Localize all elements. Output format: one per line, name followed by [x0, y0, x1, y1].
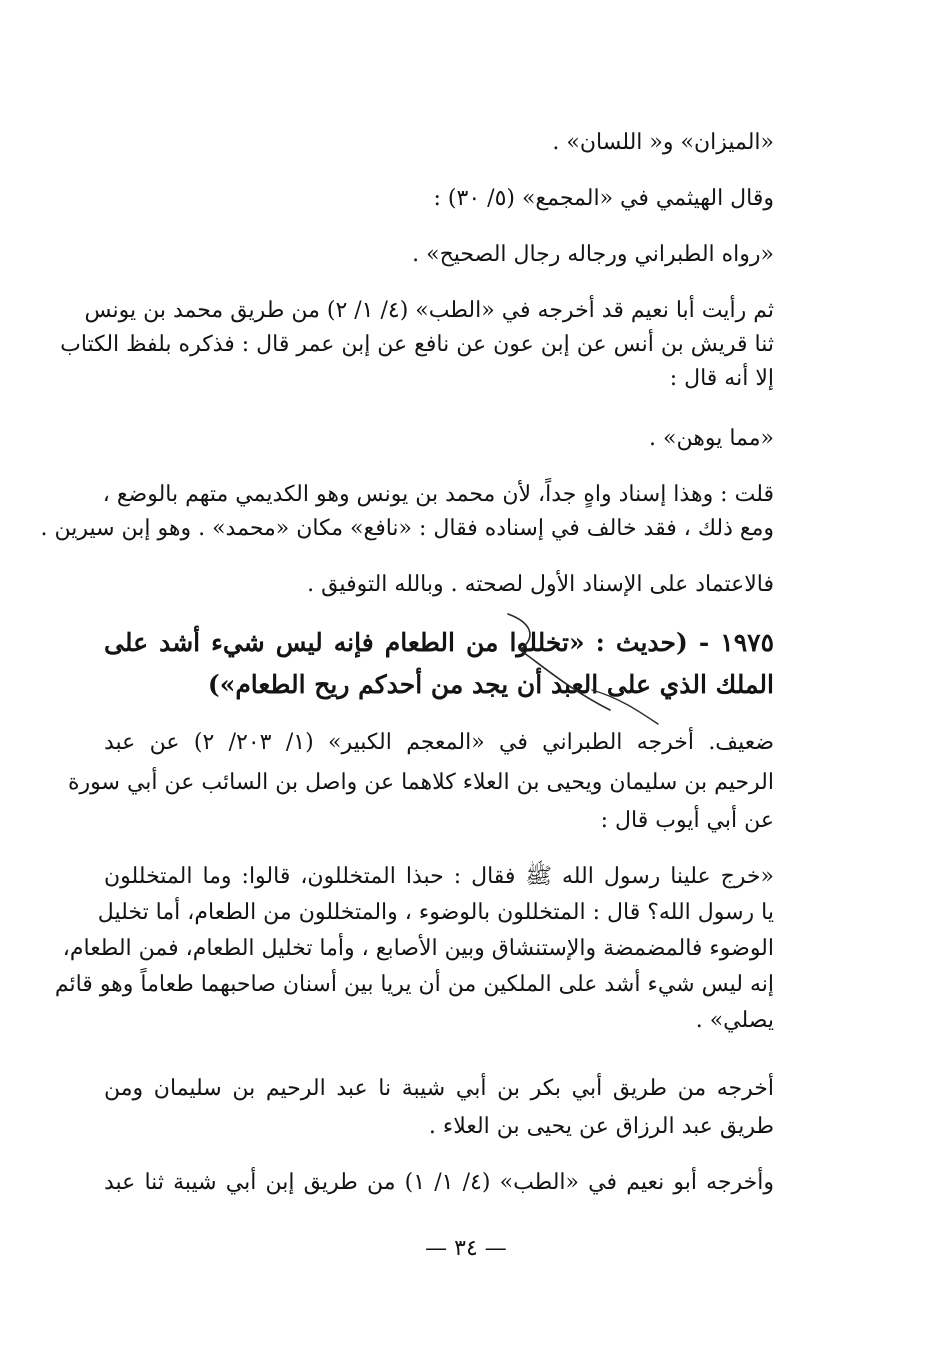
text-line: يا رسول الله؟ قال : المتخللون بالوضوء ، والمتخللون من الطعام، أما تخليل [97, 900, 774, 925]
text-line: الرحيم بن سليمان ويحيى بن العلاء كلاهما عن واصل بن السائب عن أبي سورة [68, 770, 774, 795]
text-line: طريق عبد الرزاق عن يحيى بن العلاء . [428, 1114, 774, 1139]
text-line: ومع ذلك ، فقد خالف في إسناده فقال : «نافع» مكان «محمد» . وهو إبن سيرين . [40, 516, 774, 541]
text-line: ضعيف. أخرجه الطبراني في «المعجم الكبير» (١/ ٢٠٣/ ٢) عن عبد [104, 730, 775, 755]
text-line: قلت : وهذا إسناد واهٍ جداً، لأن محمد بن يونس وهو الكديمي متهم بالوضع ، [102, 482, 774, 507]
text-line: ثم رأيت أبا نعيم قد أخرجه في «الطب» (٤/ ١/ ٢) من طريق محمد بن يونس [84, 298, 774, 323]
hadith-heading: ١٩٧٥ - (حديث : «تخللوا من الطعام فإنه ليس شيء أشد على [104, 628, 774, 657]
text-line: عن أبي أيوب قال : [600, 808, 774, 833]
hadith-heading: الملك الذي على العبد أن يجد من أحدكم ريح الطعام») [207, 670, 774, 699]
text-line: أخرجه من طريق أبي بكر بن أبي شيبة نا عبد الرحيم بن سليمان ومن [104, 1076, 774, 1101]
text-line: فالاعتماد على الإسناد الأول لصحته . وبالله التوفيق . [307, 572, 774, 597]
text-line: يصلي» . [695, 1008, 774, 1033]
page-number: — ٣٤ — [425, 1236, 507, 1261]
text-line: إلا أنه قال : [669, 366, 774, 391]
text-line: وأخرجه أبو نعيم في «الطب» (٤/ ١/ ١) من طريق إبن أبي شيبة ثنا عبد [104, 1170, 775, 1195]
text-line: «الميزان» و« اللسان» . [552, 130, 774, 155]
text-line: «رواه الطبراني ورجاله رجال الصحيح» . [412, 242, 774, 267]
text-line: «مما يوهن» . [649, 426, 774, 451]
text-line: «خرج علينا رسول الله ﷺ فقال : حبذا المتخللون، قالوا: وما المتخللون [104, 864, 774, 889]
text-line: ثنا قريش بن أنس عن إبن عون عن نافع عن إبن عمر قال : فذكره بلفظ الكتاب [60, 332, 774, 357]
text-line: إنه ليس شيء أشد على الملكين من أن يريا بين أسنان صاحبهما طعاماً وهو قائم [54, 972, 774, 997]
text-line: وقال الهيثمي في «المجمع» (٥/ ٣٠) : [433, 186, 774, 211]
text-line: الوضوء فالمضمضة والإستنشاق وبين الأصابع ، وأما تخليل الطعام، فمن الطعام، [62, 936, 774, 961]
